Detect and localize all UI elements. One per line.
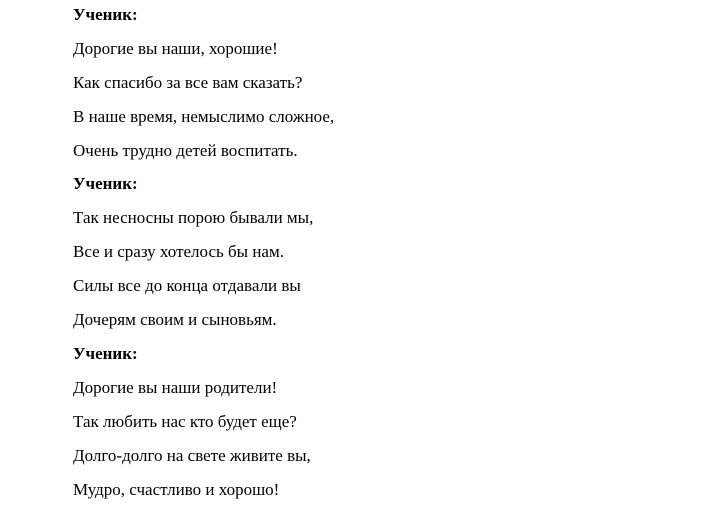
poem-line: Долго-долго на свете живите вы, [73,446,311,465]
poem-line: Так несносны порою бывали мы, [73,208,314,227]
poem-line: Так любить нас кто будет еще? [73,412,297,431]
poem-line: Очень трудно детей воспитать. [73,141,298,160]
poem-line: Как спасибо за все вам сказать? [73,73,303,92]
speaker-label: Ученик: [73,344,138,363]
poem-line: Силы все до конца отдавали вы [73,276,301,295]
poem-line: В наше время, немыслимо сложное, [73,107,335,126]
document-page [73,0,710,512]
speaker-label: Ученик: [73,174,138,193]
poem-line: Все и сразу хотелось бы нам. [73,242,284,261]
poem-line: Дорогие вы наши родители! [73,378,278,397]
speaker-label: Ученик: [73,5,138,24]
poem-line: Мудро, счастливо и хорошо! [73,480,280,499]
poem-line: Дочерям своим и сыновьям. [73,310,277,329]
poem-line: Дорогие вы наши, хорошие! [73,39,278,58]
